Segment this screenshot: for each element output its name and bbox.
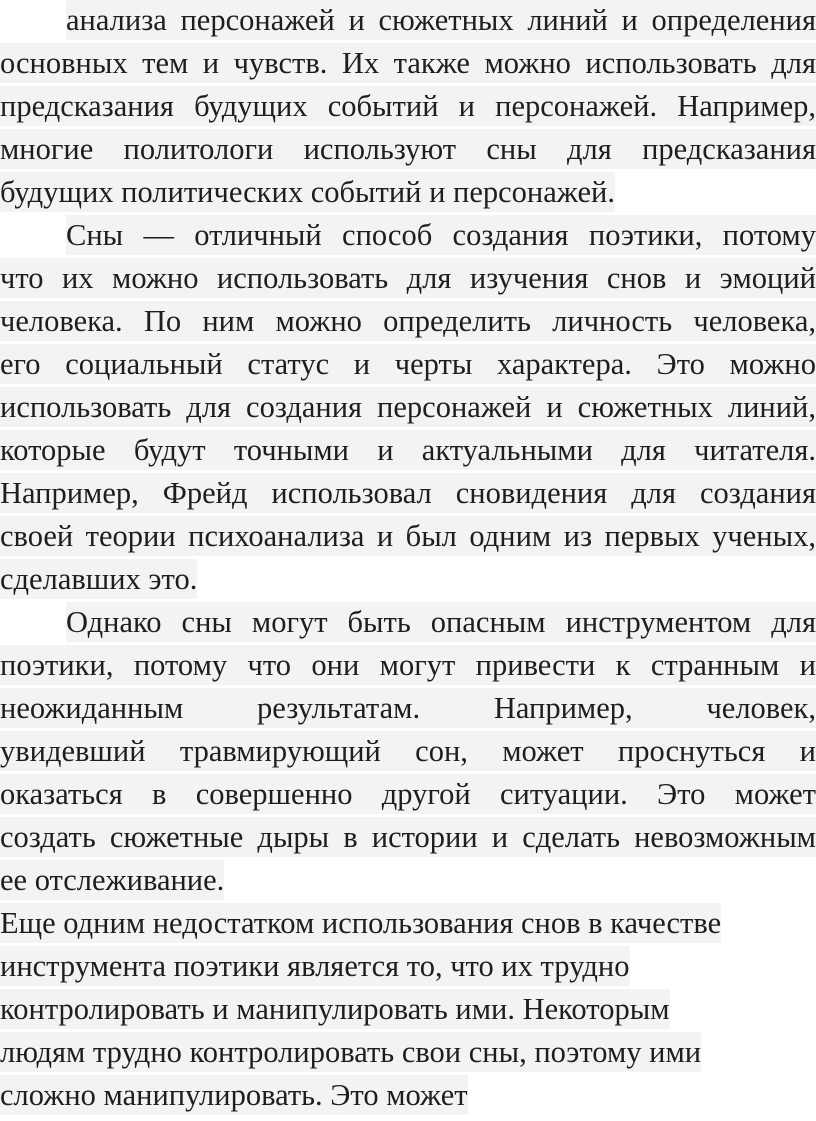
text-line: которые будут точными и актуальными для читателя. (0, 430, 816, 473)
text-line: анализа персонажей и сюжетных линий и определения (66, 0, 816, 43)
text-line: контролировать и манипулировать ими. Некоторым (0, 989, 670, 1032)
text-line: будущих политических событий и персонажей. (0, 172, 615, 215)
text-line: сделавших это. (0, 559, 197, 602)
text-line: основных тем и чувств. Их также можно использовать для (0, 43, 816, 86)
text-line: ее отслеживание. (0, 860, 224, 903)
text-line: многие политологи используют сны для предсказания (0, 129, 816, 172)
paragraph-first-line: Еще одним недостатком использования снов в качестве (0, 903, 721, 946)
text-line: его социальный статус и черты характера. Это можно (0, 344, 816, 387)
text-line: использовать для создания персонажей и сюжетных линий, (0, 387, 816, 430)
text-line: неожиданным результатам. Например, человек, (0, 688, 816, 731)
text-line: оказаться в совершенно другой ситуации. Это может (0, 774, 816, 817)
text-line: своей теории психоанализа и был одним из первых ученых, (0, 516, 816, 559)
text-line: сложно манипулировать. Это может (0, 1075, 468, 1118)
text-line: создать сюжетные дыры в истории и сделать невозможным (0, 817, 816, 860)
text-line: Например, Фрейд использовал сновидения для создания (0, 473, 816, 516)
paragraph-first-line: Сны — отличный способ создания поэтики, потому (66, 215, 816, 258)
text-line: поэтики, потому что они могут привести к странным и (0, 645, 816, 688)
text-line: что их можно использовать для изучения снов и эмоций (0, 258, 816, 301)
paragraph-first-line: Однако сны могут быть опасным инструментом для (66, 602, 816, 645)
text-line: инструмента поэтики является то, что их трудно (0, 946, 630, 989)
text-line: людям трудно контролировать свои сны, поэтому ими (0, 1032, 701, 1075)
text-line: предсказания будущих событий и персонажей. Например, (0, 86, 816, 129)
text-line: увидевший травмирующий сон, может проснуться и (0, 731, 816, 774)
text-line: человека. По ним можно определить личность человека, (0, 301, 816, 344)
